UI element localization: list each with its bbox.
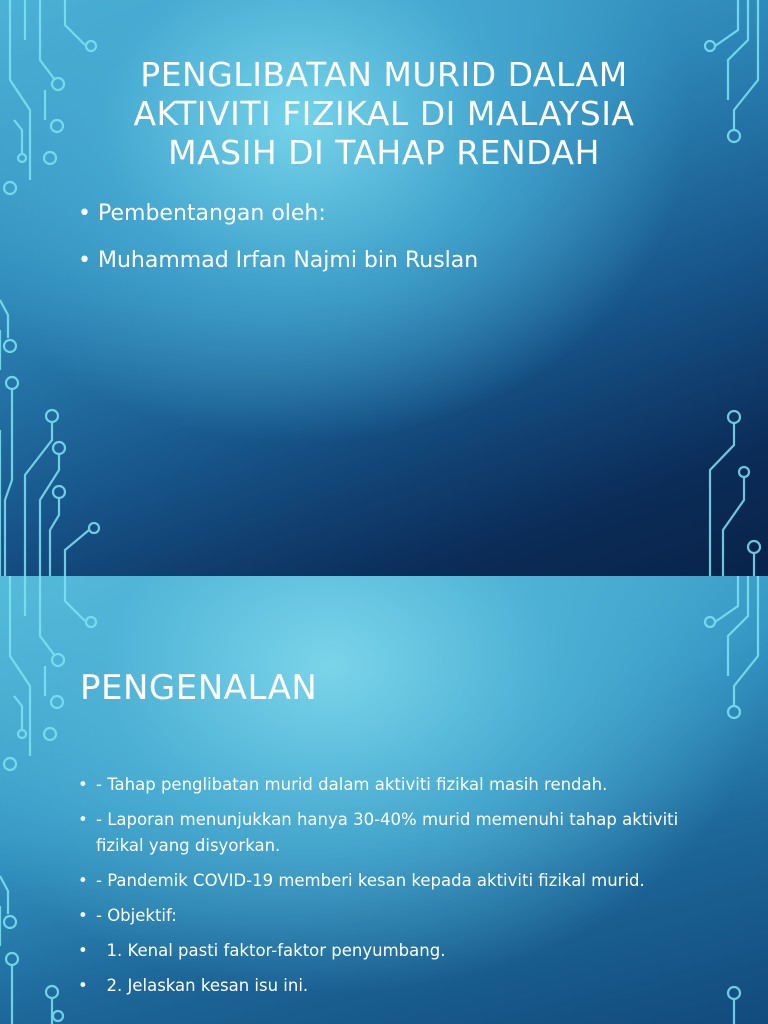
bullet-item [78, 200, 478, 228]
bullet-text: Pembentangan oleh: [98, 201, 326, 226]
introduction-bullets [78, 772, 708, 1008]
bullet-text: 2. Jelaskan kesan isu ini. [96, 976, 309, 995]
slide-title: PENGENALAN [80, 668, 318, 708]
circuit-decoration-right [688, 0, 768, 576]
bullet-glyph: • [78, 248, 91, 273]
presenter-bullets [78, 200, 478, 294]
bullet-glyph: • [78, 871, 88, 890]
bullet-text: - Objektif: [96, 906, 177, 925]
bullet-text: - Tahap penglibatan murid dalam aktiviti fizikal masih rendah. [96, 775, 608, 794]
bullet-text: Muhammad Irfan Najmi bin Ruslan [98, 248, 479, 273]
bullet-glyph: • [78, 941, 88, 960]
bullet-item [78, 772, 708, 798]
bullet-item [78, 247, 478, 275]
bullet-item [78, 868, 708, 894]
bullet-item [78, 807, 708, 859]
bullet-text: - Pandemik COVID-19 memberi kesan kepada aktiviti fizikal murid. [96, 871, 645, 890]
slide-title: PENGLIBATAN MURID DALAM AKTIVITI FIZIKAL DI MALAYSIA MASIH DI TAHAP RENDAH [133, 55, 635, 172]
bullet-glyph: • [78, 201, 91, 226]
bullet-text: - Laporan menunjukkan hanya 30-40% murid memenuhi tahap aktiviti fizikal yang disyorkan. [96, 810, 684, 855]
bullet-glyph: • [78, 906, 88, 925]
bullet-item [78, 938, 708, 964]
bullet-item [78, 973, 708, 999]
introduction-slide [0, 576, 768, 1024]
bullet-text: 1. Kenal pasti faktor-faktor penyumbang. [96, 941, 446, 960]
bullet-item [78, 903, 708, 929]
bullet-glyph: • [78, 810, 88, 829]
bullet-glyph: • [78, 775, 88, 794]
bullet-glyph: • [78, 976, 88, 995]
